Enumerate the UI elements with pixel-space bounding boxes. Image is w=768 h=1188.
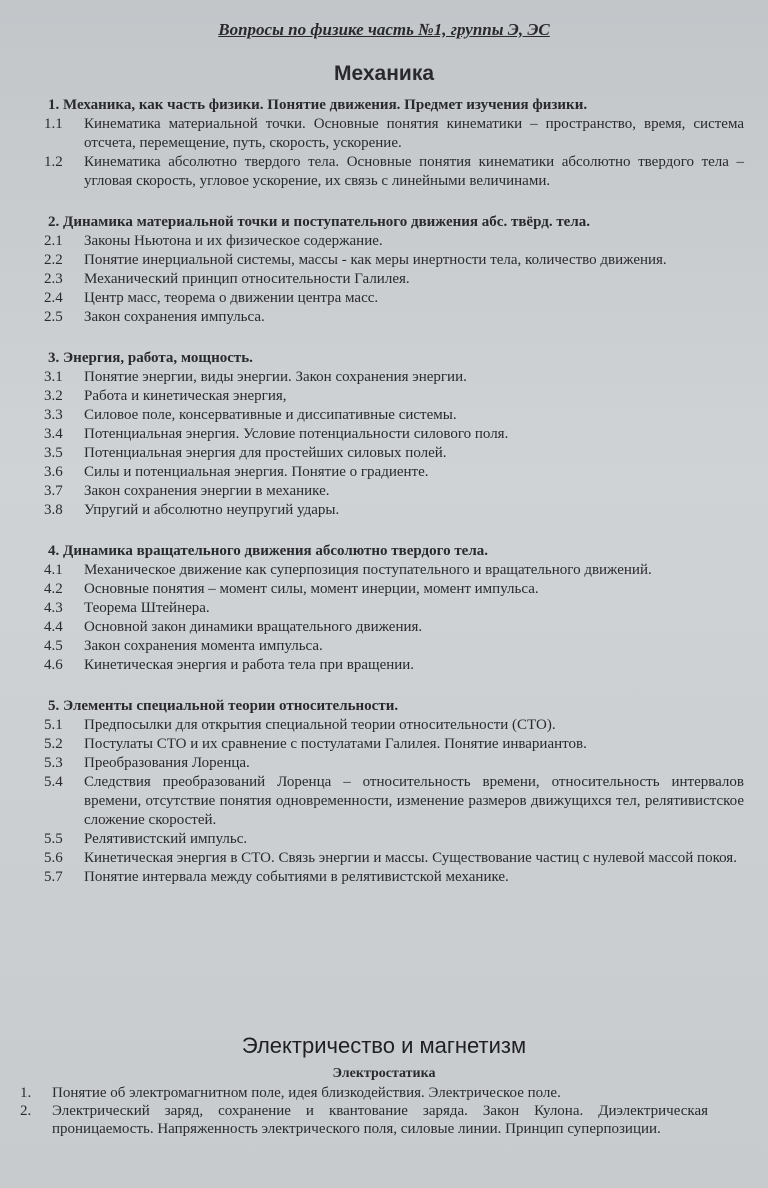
question-number: 4.5 <box>44 638 63 654</box>
question-number: 3.8 <box>44 502 63 518</box>
question-text: Механическое движение как суперпозиция поступательного и вращательного движений. <box>84 562 652 578</box>
question-item <box>44 153 744 191</box>
question-item <box>44 463 744 482</box>
question-number: 2.4 <box>44 290 63 306</box>
question-text: Закон сохранения энергии в механике. <box>84 483 330 499</box>
question-item <box>44 773 744 830</box>
question-number: 5.2 <box>44 736 63 752</box>
question-item <box>44 716 744 735</box>
question-item <box>44 561 744 580</box>
question-item <box>44 868 744 887</box>
question-text: Потенциальная энергия. Условие потенциальности силового поля. <box>84 426 509 442</box>
question-number: 3.6 <box>44 464 63 480</box>
question-number: 5.7 <box>44 869 63 885</box>
question-number: 4.2 <box>44 581 63 597</box>
question-item <box>44 406 744 425</box>
question-group-4 <box>44 542 744 675</box>
question-item <box>44 849 744 868</box>
question-text: Закон сохранения импульса. <box>84 309 265 325</box>
subsection-title-electrostatics: Электростатика <box>332 1066 436 1081</box>
question-text: Закон сохранения момента импульса. <box>84 638 323 654</box>
document-title: Вопросы по физике часть №1, группы Э, ЭС <box>218 20 550 39</box>
question-number: 4.6 <box>44 657 63 673</box>
section-title-electricity: Электричество и магнетизм <box>241 1033 527 1058</box>
question-item <box>44 368 744 387</box>
question-text: Кинетическая энергия и работа тела при вращении. <box>84 657 415 673</box>
question-text: Понятие энергии, виды энергии. Закон сохранения энергии. <box>84 369 467 385</box>
question-number: 5.4 <box>44 774 63 790</box>
question-item <box>44 599 744 618</box>
question-item <box>20 1102 708 1138</box>
question-item <box>44 308 744 327</box>
question-number: 4.1 <box>44 562 63 578</box>
question-item <box>20 1084 708 1102</box>
question-item <box>44 232 744 251</box>
electrostatics-question-list <box>20 1084 708 1138</box>
question-group-heading: 3. Энергия, работа, мощность. <box>48 350 253 366</box>
question-text: Законы Ньютона и их физическое содержание. <box>84 233 383 249</box>
question-group-1 <box>44 96 744 191</box>
question-item <box>44 580 744 599</box>
question-number: 3.2 <box>44 388 63 404</box>
section-title-mechanics: Механика <box>333 62 435 85</box>
question-text: Потенциальная энергия для простейших силовых полей. <box>84 445 447 461</box>
question-text: Основной закон динамики вращательного движения. <box>84 619 423 635</box>
question-text: Релятивистский импульс. <box>84 831 248 847</box>
question-number: 4.3 <box>44 600 63 616</box>
question-group-5 <box>44 697 744 887</box>
question-group-heading: 2. Динамика материальной точки и поступательного движения абс. твёрд. тела. <box>48 214 591 230</box>
question-item <box>44 656 744 675</box>
question-number: 1. <box>20 1085 32 1101</box>
question-number: 3.7 <box>44 483 63 499</box>
question-text: Кинетическая энергия в СТО. Связь энергии и массы. Существование частиц с нулевой массой покоя. <box>84 850 737 866</box>
question-number: 3.3 <box>44 407 63 423</box>
question-item <box>44 754 744 773</box>
question-item <box>44 482 744 501</box>
question-number: 5.6 <box>44 850 63 866</box>
question-item <box>44 270 744 289</box>
question-item <box>44 425 744 444</box>
question-text: Постулаты СТО и их сравнение с постулатами Галилея. Понятие инвариантов. <box>84 736 587 752</box>
question-text: Силы и потенциальная энергия. Понятие о градиенте. <box>84 464 429 480</box>
question-item <box>44 830 744 849</box>
question-number: 4.4 <box>44 619 63 635</box>
question-number: 2. <box>20 1103 32 1119</box>
question-text: Теорема Штейнера. <box>84 600 210 616</box>
question-number: 5.1 <box>44 717 63 733</box>
question-group-heading: 4. Динамика вращательного движения абсолютно твердого тела. <box>48 543 489 559</box>
question-item <box>44 637 744 656</box>
question-number: 2.1 <box>44 233 63 249</box>
question-text: Понятие инерциальной системы, массы - как меры инертности тела, количество движения. <box>84 252 667 268</box>
question-item <box>44 735 744 754</box>
question-number: 2.5 <box>44 309 63 325</box>
question-text: Силовое поле, консервативные и диссипативные системы. <box>84 407 457 423</box>
mechanics-question-list <box>44 96 744 909</box>
question-item <box>44 444 744 463</box>
question-item <box>44 251 744 270</box>
question-text: Центр масс, теорема о движении центра масс. <box>84 290 379 306</box>
question-number: 3.5 <box>44 445 63 461</box>
question-text: Понятие интервала между событиями в релятивистской механике. <box>84 869 509 885</box>
question-item <box>44 289 744 308</box>
question-text: Понятие об электромагнитном поле, идея близкодействия. Электрическое поле. <box>52 1085 561 1101</box>
question-number: 2.3 <box>44 271 63 287</box>
question-group-heading: 1. Механика, как часть физики. Понятие движения. Предмет изучения физики. <box>48 97 588 113</box>
question-number: 1.2 <box>44 154 63 170</box>
question-number: 5.3 <box>44 755 63 771</box>
question-item <box>44 618 744 637</box>
question-number: 3.4 <box>44 426 63 442</box>
question-group-heading: 5. Элементы специальной теории относительности. <box>48 698 399 714</box>
question-item <box>44 115 744 153</box>
question-number: 2.2 <box>44 252 63 268</box>
question-number: 1.1 <box>44 116 63 132</box>
question-text: Основные понятия – момент силы, момент инерции, момент импульса. <box>84 581 539 597</box>
question-group-3 <box>44 349 744 520</box>
question-item <box>44 501 744 520</box>
question-text: Электрический заряд, сохранение и квантование заряда. Закон Кулона. Диэлектрическая проницаемость. Напряженность электрического поля, силовые линии. Принцип суперпозиции. <box>52 1103 708 1137</box>
question-number: 5.5 <box>44 831 63 847</box>
question-text: Упругий и абсолютно неупругий удары. <box>84 502 340 518</box>
question-text: Следствия преобразований Лоренца – относительность времени, относительность интервалов времени, отсутствие понятия одновременности, изменение размеров движущихся тел, релятивистское сложение скоростей. <box>84 774 744 828</box>
question-text: Механический принцип относительности Галилея. <box>84 271 410 287</box>
question-number: 3.1 <box>44 369 63 385</box>
question-text: Предпосылки для открытия специальной теории относительности (СТО). <box>84 717 556 733</box>
question-text: Кинематика материальной точки. Основные понятия кинематики – пространство, время, система отсчета, перемещение, путь, скорость, ускорение. <box>84 116 744 151</box>
question-text: Работа и кинетическая энергия, <box>84 388 287 404</box>
question-group-2 <box>44 213 744 327</box>
question-text: Преобразования Лоренца. <box>84 755 250 771</box>
question-item <box>44 387 744 406</box>
question-text: Кинематика абсолютно твердого тела. Основные понятия кинематики абсолютно твердого тела – угловая скорость, угловое ускорение, их связь с линейными величинами. <box>84 154 744 189</box>
